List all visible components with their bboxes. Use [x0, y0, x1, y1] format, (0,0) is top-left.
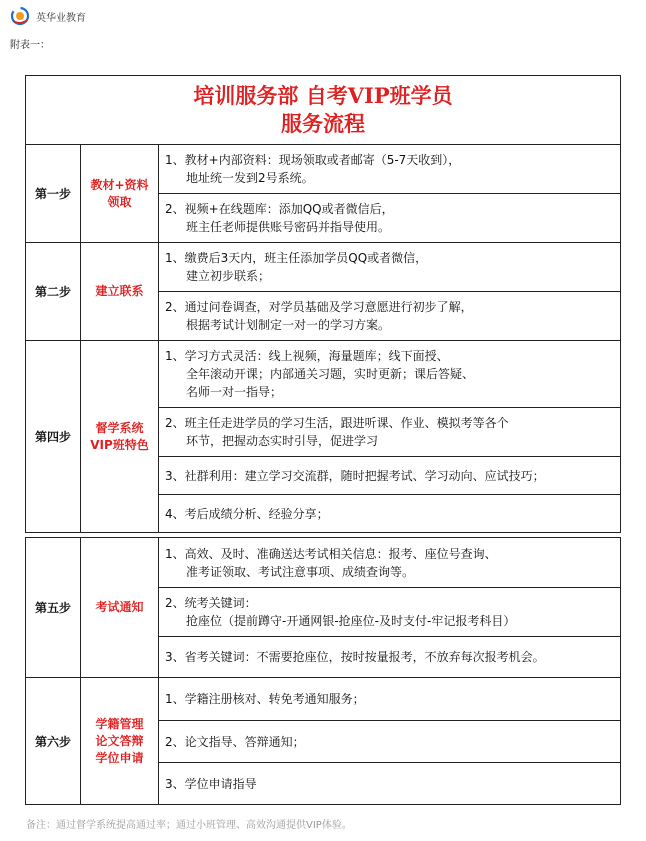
item-line: 建立初步联系；	[186, 269, 271, 283]
footnote: 备注：通过督学系统提高通过率；通过小班管理、高效沟通提供VIP体验。	[26, 820, 352, 831]
category-line: 督学系统	[95, 420, 144, 435]
list-item	[159, 637, 621, 678]
step-category	[81, 678, 159, 805]
item-line: 环节，把握动态实时引导，促进学习	[186, 434, 379, 448]
list-item	[159, 457, 621, 495]
item-line: 3、社群利用：建立学习交流群，随时把握考试、学习动向、应试技巧；	[165, 468, 545, 483]
category-line: 领取	[107, 194, 132, 209]
step-category	[81, 341, 159, 533]
category-line: VIP班特色	[90, 437, 149, 452]
item-line: 名师一对一指导；	[186, 385, 283, 399]
annex-label: 附表一：	[10, 40, 50, 51]
item-line: 地址统一发到2号系统。	[186, 171, 314, 185]
item-line: 2、通过问卷调查，对学员基础及学习意愿进行初步了解，	[165, 300, 473, 314]
item-line: 2、论文指导、答辩通知；	[165, 734, 305, 749]
header	[10, 6, 86, 26]
step-category	[81, 145, 159, 243]
list-item	[159, 678, 621, 721]
item-line: 1、缴费后3天内，班主任添加学员QQ或者微信，	[165, 251, 428, 265]
step-label: 第一步	[26, 145, 81, 243]
step-label: 第六步	[26, 678, 81, 805]
item-line: 准考证领取、考试注意事项、成绩查询等。	[186, 564, 415, 579]
item-line: 根据考试计划制定一对一的学习方案。	[186, 318, 391, 332]
list-item	[159, 194, 621, 243]
list-item	[159, 588, 621, 637]
item-line: 2、统考关键词：	[165, 596, 257, 610]
category-line: 学籍管理	[95, 716, 144, 731]
title-line-2: 服务流程	[281, 111, 365, 136]
service-table-main	[25, 75, 621, 533]
list-item	[159, 538, 621, 588]
item-line: 全年滚动开课；内部通关习题，实时更新；课后答疑、	[186, 367, 475, 381]
logo-icon	[10, 6, 30, 26]
list-item	[159, 408, 621, 457]
item-line: 2、班主任走进学员的学习生活，跟进听课、作业、模拟考等各个	[165, 416, 509, 430]
title-line-1: 培训服务部 自考VIP班学员	[193, 83, 453, 108]
item-line: 3、学位申请指导	[165, 776, 257, 791]
item-line: 1、学习方式灵活：线上视频，海量题库；线下面授、	[165, 349, 449, 363]
category-line: 考试通知	[95, 600, 144, 614]
step-category	[81, 538, 159, 678]
list-item	[159, 292, 621, 341]
category-line: 学位申请	[95, 750, 144, 765]
category-line: 论文答辩	[95, 733, 144, 748]
brand-name: 英华业教育	[36, 12, 86, 24]
item-line: 抢座位（提前蹲守-开通网银-抢座位-及时支付-牢记报考科目）	[186, 614, 516, 628]
table-title	[26, 76, 621, 145]
step-label: 第五步	[26, 538, 81, 678]
step-label: 第四步	[26, 341, 81, 533]
item-line: 1、教材+内部资料：现场领取或者邮寄（5-7天收到），	[165, 153, 461, 167]
service-table-exam	[25, 537, 621, 805]
step-label: 第二步	[26, 243, 81, 341]
item-line: 班主任老师提供账号密码并指导使用。	[186, 220, 391, 234]
list-item	[159, 495, 621, 533]
list-item	[159, 721, 621, 763]
item-line: 2、视频+在线题库：添加QQ或者微信后，	[165, 202, 394, 216]
list-item	[159, 341, 621, 408]
list-item	[159, 145, 621, 194]
item-line: 3、省考关键词：不需要抢座位，按时按量报考，不放弃每次报考机会。	[165, 650, 545, 664]
list-item	[159, 763, 621, 805]
item-line: 1、高效、及时、准确送达考试相关信息：报考、座位号查询、	[165, 546, 497, 561]
step-category	[81, 243, 159, 341]
item-line: 4、考后成绩分析、经验分享；	[165, 506, 329, 521]
category-line: 建立联系	[95, 284, 144, 298]
list-item	[159, 243, 621, 292]
item-line: 1、学籍注册核对、转免考通知服务；	[165, 692, 365, 706]
category-line: 教材+资料	[90, 177, 149, 192]
